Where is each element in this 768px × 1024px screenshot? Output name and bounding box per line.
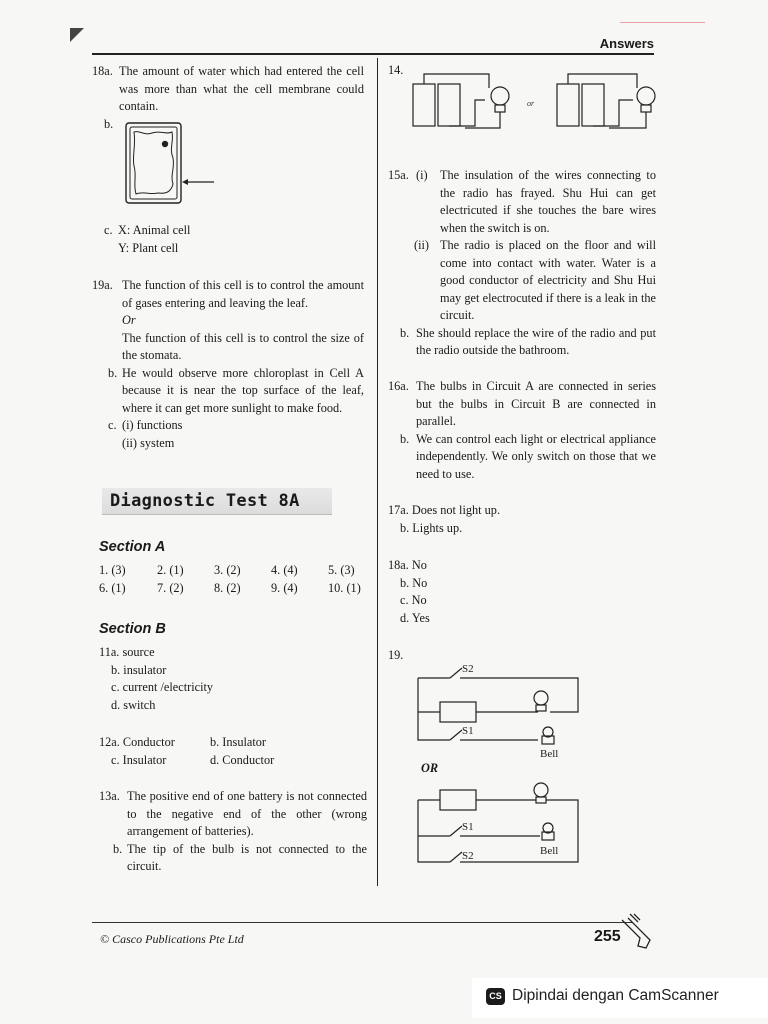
- q16b-text: We can control each light or electrical appliance independently. We only switch on those that we need to use.: [416, 431, 656, 481]
- q11c: c. current /electricity: [111, 680, 214, 694]
- q16a-text: The bulbs in Circuit A are connected in series but the bulbs in Circuit B are connected in parallel.: [416, 379, 656, 428]
- q19-number: 19.: [388, 648, 404, 662]
- camscanner-logo-icon: CS: [486, 988, 505, 1005]
- q17: [388, 502, 648, 537]
- corner-mark: [70, 28, 84, 42]
- q12d: d. Conductor: [210, 753, 275, 767]
- q15b: [388, 325, 656, 360]
- c2-wire-left: [418, 800, 450, 862]
- c1-bulb: [534, 691, 548, 705]
- mcq-4-ans: (4): [283, 563, 298, 577]
- q15a-i-number: (i): [416, 168, 428, 182]
- c1-wire-top-right: [460, 678, 578, 712]
- mcq-7-num: 7.: [157, 581, 167, 595]
- q11b: b. insulator: [111, 662, 167, 677]
- c2-switch-s2: [450, 852, 462, 862]
- q19c-number: c.: [108, 418, 117, 432]
- mcq-10-ans: (1): [346, 581, 361, 595]
- column-divider: [377, 58, 378, 886]
- q18a: [92, 63, 364, 116]
- q18-right: [388, 557, 588, 627]
- q18c: [104, 222, 364, 257]
- mcq-10: [328, 579, 361, 597]
- q12a: 12a. Conductor: [99, 735, 175, 749]
- c2-wire-right: [460, 800, 578, 862]
- q19c-answers: [122, 417, 182, 452]
- q13b: [99, 841, 367, 876]
- mcq-2-num: 2.: [157, 563, 167, 577]
- c1-label-s2: S2: [462, 663, 474, 675]
- mcq-8: [214, 579, 241, 597]
- q16b: [388, 431, 656, 484]
- q13a: [99, 788, 367, 841]
- c1-wire-left: [418, 678, 450, 740]
- c2-label-s2: S2: [462, 850, 474, 862]
- mcq-8-ans: (2): [226, 581, 241, 595]
- mcq-1-num: 1.: [99, 563, 109, 577]
- c2-battery: [440, 790, 476, 810]
- wire-2-top: [568, 74, 637, 88]
- wire-1-bottom: [449, 100, 485, 126]
- q15a-ii: [388, 237, 656, 325]
- mcq-3-num: 3.: [214, 563, 224, 577]
- q11d: d. switch: [111, 697, 156, 712]
- cell-wall-inner: [130, 127, 177, 199]
- q14-circuits: [405, 70, 665, 134]
- q15b-text: She should replace the wire of the radio and put the radio outside the bathroom.: [416, 325, 656, 357]
- q13a-text: The positive end of one battery is not connected to the negative end of the other (wrong arrangement of batteries).: [127, 789, 367, 838]
- section-a-heading: Section A: [99, 539, 166, 555]
- section-b-heading: Section B: [99, 621, 166, 637]
- mcq-6-num: 6.: [99, 581, 109, 595]
- q18b-number: b.: [104, 116, 114, 131]
- mcq-7-ans: (2): [169, 581, 184, 595]
- mcq-2-ans: (1): [169, 563, 184, 577]
- mcq-6: [99, 579, 126, 597]
- q18c-x: X: Animal cell: [118, 223, 191, 237]
- c1-battery: [440, 702, 476, 722]
- q18d-right: d. Yes: [400, 610, 430, 625]
- mcq-4-num: 4.: [271, 563, 281, 577]
- bulb-1: [491, 87, 509, 105]
- bulb-2: [637, 87, 655, 105]
- q18c-row: [104, 222, 364, 257]
- q19a-body: [122, 277, 364, 365]
- mcq-8-num: 8.: [214, 581, 224, 595]
- diagnostic-test-banner: [102, 488, 332, 515]
- q14-circuit-1: [413, 74, 509, 128]
- q19-circuit-1: [410, 660, 590, 764]
- c2-bulb: [534, 783, 548, 797]
- q11: [99, 644, 359, 714]
- bulb-1-base: [495, 105, 505, 112]
- mcq-answers: [99, 561, 369, 601]
- publisher-name: Casco Publications Pte Ltd: [112, 932, 244, 946]
- q14-or-label: or: [527, 99, 535, 108]
- mcq-5: [328, 561, 355, 579]
- q13a-number: 13a.: [99, 789, 120, 803]
- q14-circuit-2: [557, 74, 655, 128]
- wire-2-bottom: [593, 100, 633, 126]
- arrow-head: [182, 179, 188, 185]
- q18c-answers: [118, 222, 190, 257]
- q16a: [388, 378, 656, 431]
- q19c-i: (i) functions: [122, 418, 183, 432]
- bulb-2-base: [641, 105, 651, 112]
- mcq-7: [157, 579, 184, 597]
- publisher-footer: [100, 932, 244, 947]
- q18a-right: 18a. No: [388, 558, 427, 572]
- q12: [99, 734, 359, 774]
- q19b-number: b.: [108, 365, 118, 380]
- c2-switch-s1: [450, 826, 462, 836]
- q19a: [92, 277, 364, 365]
- test-tube-icon: [620, 912, 664, 956]
- q12b: b. Insulator: [210, 735, 267, 749]
- red-line-mark: [620, 22, 705, 23]
- mcq-9-num: 9.: [271, 581, 281, 595]
- c2-bulb-base: [536, 797, 546, 803]
- battery-2b: [582, 84, 604, 126]
- c1-switch-s1: [450, 730, 462, 740]
- cell-diagram: [122, 120, 222, 220]
- q19c: [92, 417, 364, 452]
- mcq-1: [99, 561, 126, 579]
- c2-label-s1: S1: [462, 821, 474, 833]
- mcq-2: [157, 561, 184, 579]
- mcq-9-ans: (4): [283, 581, 298, 595]
- q19-or-label: OR: [421, 761, 439, 775]
- mcq-5-num: 5.: [328, 563, 338, 577]
- copyright-icon: ©: [100, 932, 110, 946]
- q15a-ii-text: The radio is placed on the floor and will come into contact with water. Water is a good conductor of electricity and Shu Hui may get electrocuted if there is a leak in the circuit.: [440, 238, 656, 322]
- q12c: c. Insulator: [111, 753, 167, 767]
- mcq-3: [214, 561, 241, 579]
- q18c-number: c.: [104, 223, 113, 237]
- page-header-title: Answers: [599, 36, 654, 51]
- q19b-text: He would observe more chloroplast in Cell A because it is near the top surface of the leaf, where it can get more sunlight to make food.: [122, 365, 364, 415]
- q18c-y: Y: Plant cell: [118, 240, 179, 255]
- q16a-number: 16a.: [388, 379, 409, 393]
- q14-number: 14.: [388, 63, 404, 77]
- q19a-text2: The function of this cell is to control the size of the stomata.: [122, 330, 364, 362]
- battery-2a: [557, 84, 579, 126]
- q18a-text: The amount of water which had entered the cell was more than what the cell membrane could contain.: [119, 64, 364, 113]
- q19b: [92, 365, 364, 418]
- footer-rule: [92, 922, 632, 923]
- q18b-right: b. No: [400, 575, 428, 590]
- cell-membrane: [133, 132, 173, 194]
- q17a: 17a. Does not light up.: [388, 503, 501, 517]
- q19a-or: Or: [122, 313, 136, 327]
- q15: [388, 167, 656, 360]
- mcq-5-ans: (3): [340, 563, 355, 577]
- mcq-1-ans: (3): [111, 563, 126, 577]
- c2-label-bell: Bell: [540, 845, 559, 857]
- mcq-9: [271, 579, 298, 597]
- q15a-number: 15a.: [388, 168, 409, 182]
- q13: [99, 788, 367, 876]
- camscanner-text: Dipindai dengan CamScanner: [512, 987, 719, 1004]
- q15a-i: [388, 167, 656, 237]
- q19: [92, 277, 364, 452]
- q16: [388, 378, 656, 483]
- q11a: 11a. source: [99, 645, 155, 659]
- mcq-3-ans: (2): [226, 563, 241, 577]
- q19a-text1: The function of this cell is to control the amount of gases entering and leaving the leaf.: [122, 278, 364, 310]
- q15a-ii-number: (ii): [414, 238, 430, 252]
- c1-label-bell: Bell: [540, 748, 559, 760]
- wire-1-top: [424, 74, 489, 88]
- q13b-number: b.: [113, 841, 123, 856]
- q17b: b. Lights up.: [400, 520, 463, 535]
- q19-circuit-2: [410, 780, 590, 870]
- q15a-i-text: The insulation of the wires connecting to the radio has frayed. Shu Hui can get electricuted if she touches the bare wires when the switch is on.: [440, 168, 656, 235]
- q16b-number: b.: [400, 431, 410, 446]
- battery-1b: [438, 84, 460, 126]
- q19a-number: 19a.: [92, 278, 113, 292]
- c1-label-s1: S1: [462, 725, 474, 737]
- mcq-10-num: 10.: [328, 581, 344, 595]
- q19c-ii: (ii) system: [122, 435, 175, 450]
- mcq-4: [271, 561, 298, 579]
- nucleus: [162, 141, 168, 147]
- c1-bulb-base: [536, 705, 546, 711]
- diagnostic-test-title: Diagnostic Test 8A: [110, 491, 300, 511]
- q15b-number: b.: [400, 325, 410, 340]
- page-number: 255: [594, 928, 621, 945]
- battery-1a: [413, 84, 435, 126]
- c1-switch-s2: [450, 668, 462, 678]
- q18c-right: c. No: [400, 593, 427, 607]
- q13b-text: The tip of the bulb is not connected to the circuit.: [127, 841, 367, 873]
- header-rule: [92, 53, 654, 55]
- mcq-6-ans: (1): [111, 581, 126, 595]
- q18a-number: 18a.: [92, 64, 113, 78]
